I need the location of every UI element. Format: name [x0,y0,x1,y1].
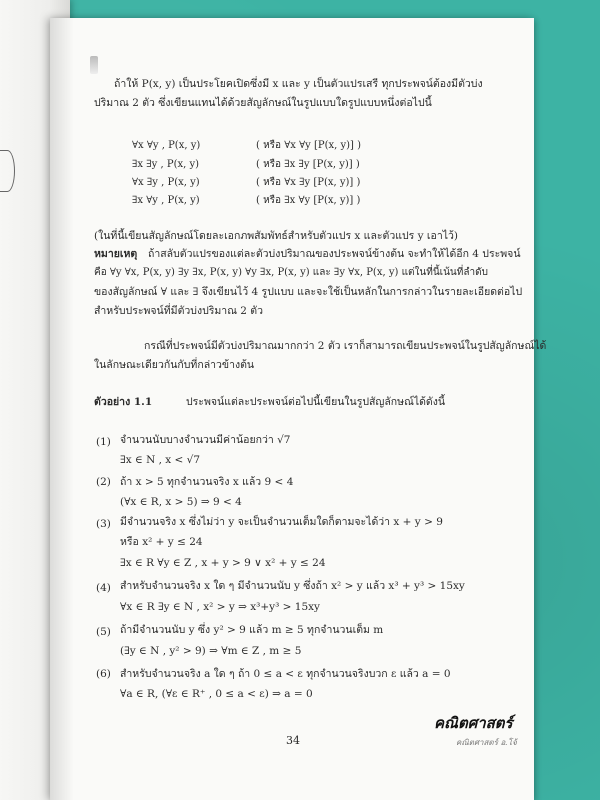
item-5-line-1: ถ้ามีจำนวนนับ y ซึ่ง y² > 9 แล้ว m ≥ 5 ทุกจำนวนเต็ม m [120,624,384,636]
remark-line-1: ถ้าสลับตัวแปรของแต่ละตัวบ่งปริมาณของประพจน์ข้างต้น จะทำให้ได้อีก 4 ประพจน์ [148,248,521,260]
footer-logo: คณิตศาสตร์ [434,714,513,732]
item-num-2: (2) [96,476,111,488]
item-6-line-1: สำหรับจำนวนจริง a ใด ๆ ถ้า 0 ≤ a < ε ทุกจำนวนจริงบวก ε แล้ว a = 0 [120,668,451,680]
more-line-1: กรณีที่ประพจน์มีตัวบ่งปริมาณมากกว่า 2 ตัว เราก็สามารถเขียนประพจน์ในรูปสัญลักษณ์ได้ [144,340,547,352]
underlying-page-mark [0,150,15,192]
item-3-line-1: มีจำนวนจริง x ซึ่งไม่ว่า y จะเป็นจำนวนเต็มใดก็ตามจะได้ว่า x + y > 9 [120,516,443,528]
item-4-line-1: สำหรับจำนวนจริง x ใด ๆ มีจำนวนนับ y ซึ่งถ้า x² > y แล้ว x³ + y³ > 15xy [120,580,465,592]
intro-line-1: ถ้าให้ P(x, y) เป็นประโยคเปิดซึ่งมี x และ y เป็นตัวแปรเสรี ทุกประพจน์ต้องมีตัวบ่ง [114,78,483,90]
binding-hole [90,56,98,74]
form-left-1: ∀x ∀y , P(x, y) [132,140,201,151]
item-3-line-2: หรือ x² + y ≤ 24 [120,536,203,548]
item-num-6: (6) [96,668,111,680]
item-num-1: (1) [96,436,111,448]
item-3-line-3: ∃x ∈ R ∀y ∈ Z , x + y > 9 ∨ x² + y ≤ 24 [120,557,326,569]
form-right-3: ( หรือ ∀x ∃y [P(x, y)] ) [256,177,361,188]
item-1-line-2: ∃x ∈ N , x < √7 [120,454,201,466]
item-2-line-1: ถ้า x > 5 ทุกจำนวนจริง x แล้ว 9 < 4 [120,476,294,488]
form-left-3: ∀x ∃y , P(x, y) [132,177,200,188]
item-2-line-2: (∀x ∈ R, x > 5) ⇒ 9 < 4 [120,496,242,508]
remark-line-3: ของสัญลักษณ์ ∀ และ ∃ จึงเขียนไว้ 4 รูปแบบ และจะใช้เป็นหลักในการกล่าวในรายละเอียดต่อไป [94,286,523,298]
remark-line-2: คือ ∀y ∀x, P(x, y) ∃y ∃x, P(x, y) ∀y ∃x, P(x, y) และ ∃y ∀x, P(x, y) แต่ในที่นี้เน้นที่ลำดับ [94,267,488,278]
form-left-4: ∃x ∀y , P(x, y) [132,195,200,206]
form-right-2: ( หรือ ∃x ∃y [P(x, y)] ) [256,159,360,170]
page-number: 34 [286,734,300,747]
more-line-2: ในลักษณะเดียวกันกับที่กล่าวข้างต้น [94,359,255,371]
item-5-line-2: (∃y ∈ N , y² > 9) ⇒ ∀m ∈ Z , m ≥ 5 [120,645,302,657]
document-page [50,18,547,800]
item-1-line-1: จำนวนนับบางจำนวนมีค่าน้อยกว่า √7 [120,434,291,446]
item-num-4: (4) [96,582,111,594]
item-4-line-2: ∀x ∈ R ∃y ∈ N , x² > y ⇒ x³+y³ > 15xy [120,601,320,613]
footer-logo-sub: คณิตศาสตร์ อ.โจ้ [456,738,517,747]
remark-line-4: สำหรับประพจน์ที่มีตัวบ่งปริมาณ 2 ตัว [94,305,264,317]
example-text: ประพจน์แต่ละประพจน์ต่อไปนี้เขียนในรูปสัญลักษณ์ได้ดังนี้ [186,396,446,408]
intro-line-2: ปริมาณ 2 ตัว ซึ่งเขียนแทนได้ด้วยสัญลักษณ์ในรูปแบบใดรูปแบบหนึ่งต่อไปนี้ [94,97,432,109]
item-6-line-2: ∀a ∈ R, (∀ε ∈ R⁺ , 0 ≤ a < ε) ⇒ a = 0 [120,688,313,700]
item-num-5: (5) [96,626,111,638]
remark-label: หมายเหตุ [94,248,138,260]
form-left-2: ∃x ∃y , P(x, y) [132,159,200,170]
form-right-1: ( หรือ ∀x ∀y [P(x, y)] ) [256,140,362,151]
form-right-4: ( หรือ ∃x ∀y [P(x, y)] ) [256,195,361,206]
item-num-3: (3) [96,518,111,530]
example-label: ตัวอย่าง 1.1 [94,396,153,408]
note-paren: (ในที่นี้เขียนสัญลักษณ์โดยละเอกภพสัมพัทธ์สำหรับตัวแปร x และตัวแปร y เอาไว้) [94,230,458,242]
page-fold-shadow [50,18,74,800]
